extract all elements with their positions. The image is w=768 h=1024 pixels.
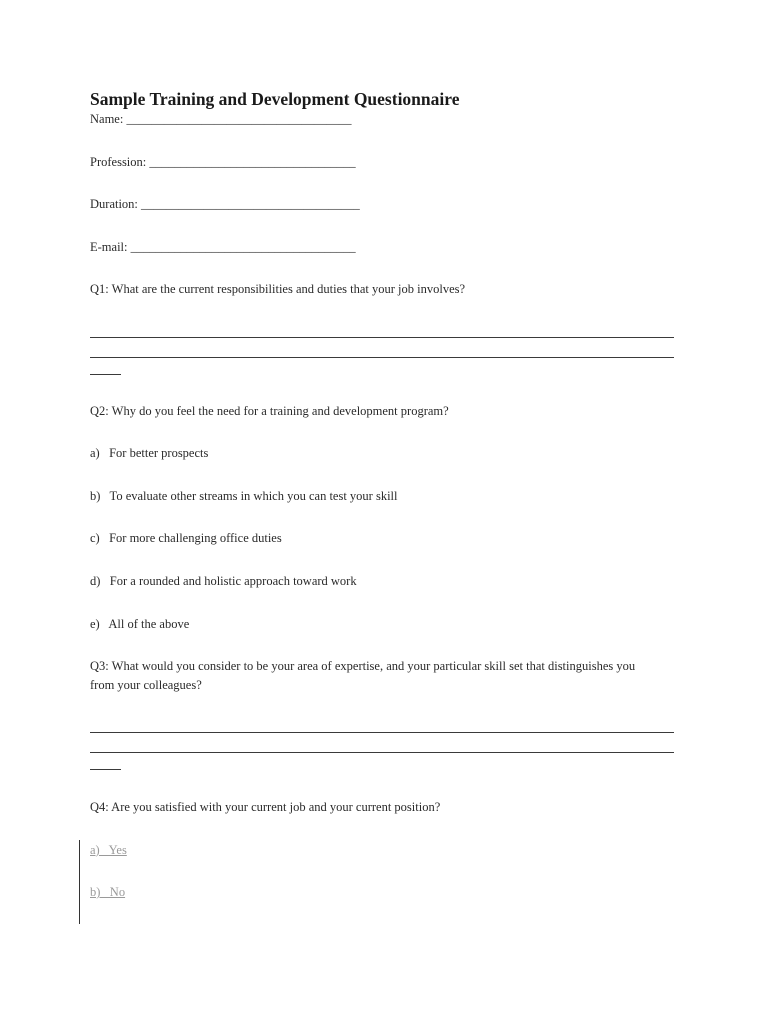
- question-3-line-2: from your colleagues?: [90, 678, 202, 692]
- q2-option-b[interactable]: b) To evaluate other streams in which you can test your skill: [90, 489, 398, 503]
- q3-answer-line-3[interactable]: [90, 769, 121, 770]
- name-field[interactable]: Name: ____________________________________: [90, 112, 352, 126]
- q2-option-c[interactable]: c) For more challenging office duties: [90, 531, 282, 545]
- question-3-line-1: Q3: What would you consider to be your area of expertise, and your particular skill set that distinguishes you: [90, 659, 636, 673]
- q4-option-no[interactable]: b) No: [90, 885, 126, 899]
- q1-answer-line-2[interactable]: [90, 357, 674, 358]
- q2-option-a[interactable]: a) For better prospects: [90, 446, 209, 460]
- q1-answer-line-3[interactable]: [90, 374, 121, 375]
- q1-answer-line-1[interactable]: [90, 337, 674, 338]
- question-2: Q2: Why do you feel the need for a training and development program?: [90, 404, 449, 418]
- q4-option-yes[interactable]: a) Yes: [90, 843, 127, 857]
- email-field[interactable]: E-mail: ____________________________________: [90, 240, 356, 254]
- revision-change-bar: [79, 840, 80, 924]
- question-1: Q1: What are the current responsibilities and duties that your job involves?: [90, 282, 466, 296]
- q2-option-e[interactable]: e) All of the above: [90, 617, 190, 631]
- page-title: Sample Training and Development Questionnaire: [90, 89, 460, 109]
- q3-answer-line-2[interactable]: [90, 752, 674, 753]
- q3-answer-line-1[interactable]: [90, 732, 674, 733]
- q2-option-d[interactable]: d) For a rounded and holistic approach toward work: [90, 574, 357, 588]
- profession-field[interactable]: Profession: _________________________________: [90, 155, 356, 169]
- question-4: Q4: Are you satisfied with your current job and your current position?: [90, 800, 441, 814]
- duration-field[interactable]: Duration: ___________________________________: [90, 197, 360, 211]
